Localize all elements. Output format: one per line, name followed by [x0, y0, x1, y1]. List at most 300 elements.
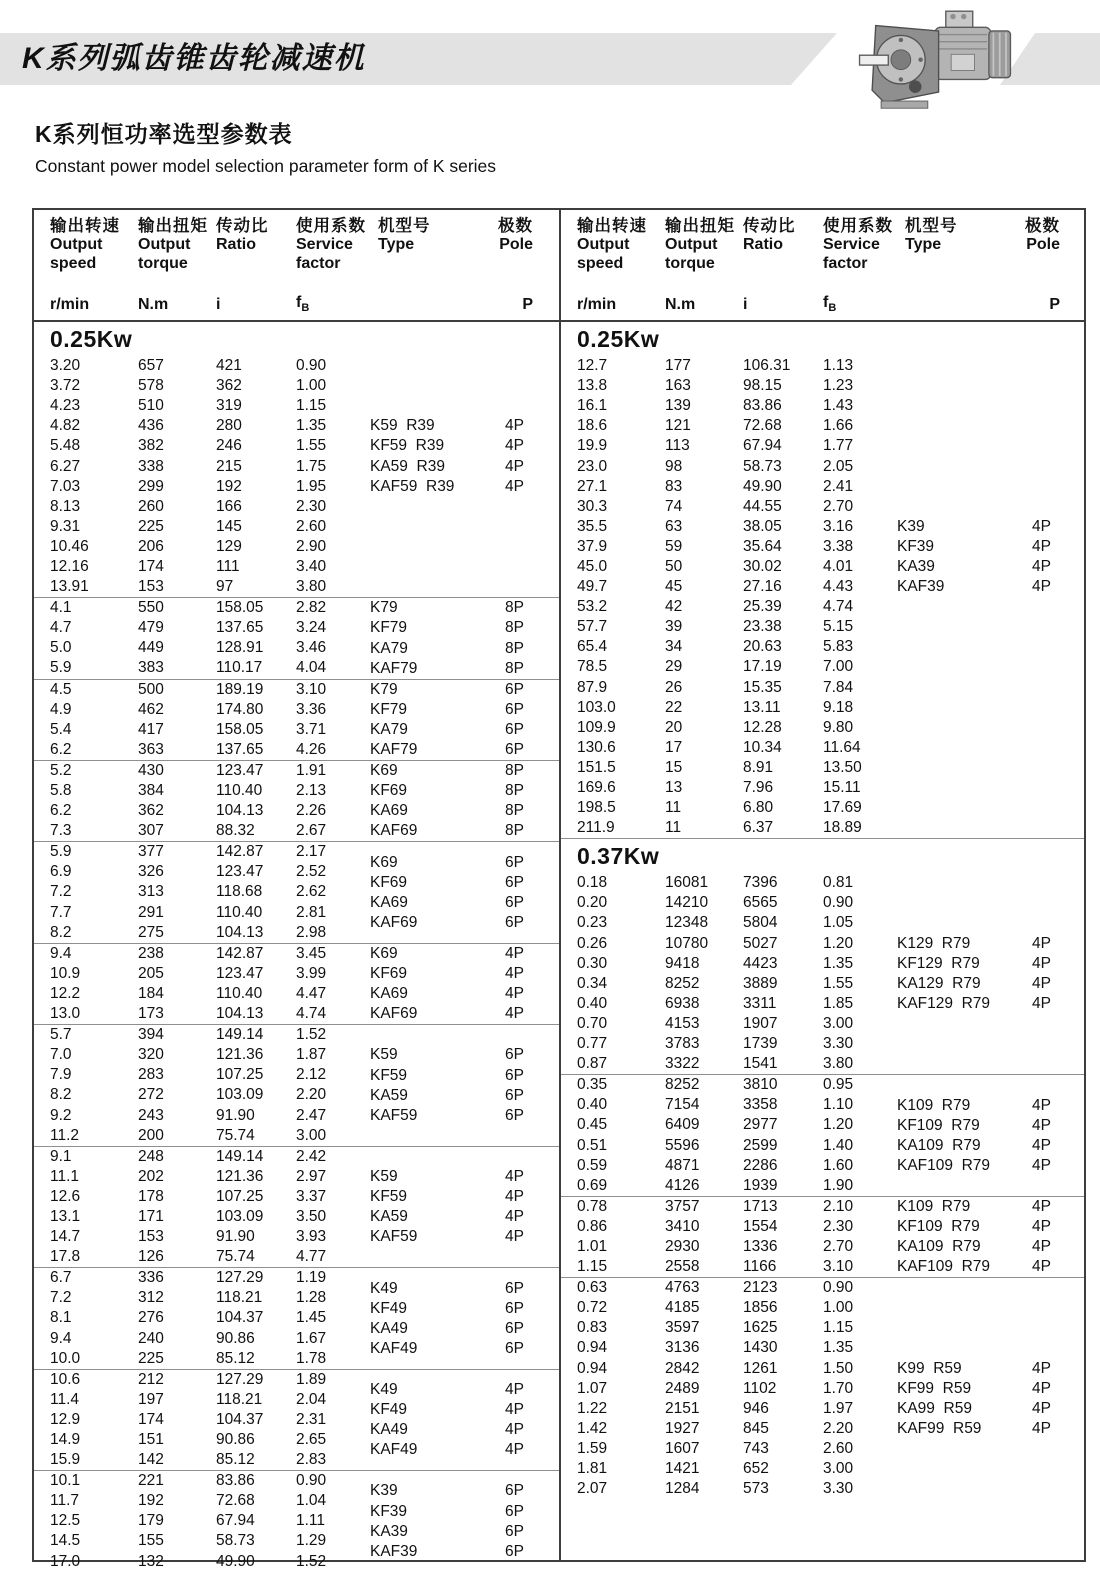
- pole-cell: 6P: [505, 1299, 524, 1317]
- speed-cell: 6.7: [50, 1269, 72, 1287]
- table-row: [561, 1034, 1084, 1054]
- speed-cell: 0.18: [577, 874, 608, 892]
- table-row: [34, 497, 559, 517]
- type-cell: KAF109 R79: [897, 1258, 991, 1276]
- speed-cell: 11.2: [50, 1126, 80, 1144]
- factor-cell: 2.81: [296, 903, 327, 921]
- type-row: [897, 994, 1051, 1014]
- speed-cell: 9.4: [50, 944, 72, 962]
- type-cell: KF39: [897, 537, 935, 555]
- torque-cell: 45: [665, 578, 683, 596]
- ratio-cell: 107.25: [216, 1066, 264, 1084]
- speed-cell: 12.6: [50, 1187, 81, 1205]
- torque-cell: 276: [138, 1309, 164, 1327]
- speed-cell: 14.7: [50, 1228, 81, 1246]
- factor-cell: 2.42: [296, 1147, 327, 1165]
- gearbox-product-image: [845, 4, 1025, 119]
- torque-cell: 6409: [665, 1116, 700, 1134]
- factor-cell: 1.67: [296, 1329, 327, 1347]
- pole-cell: 4P: [1032, 1237, 1051, 1255]
- torque-cell: 3322: [665, 1055, 700, 1073]
- ratio-cell: 90.86: [216, 1431, 255, 1449]
- ratio-cell: 67.94: [743, 437, 782, 455]
- factor-cell: 2.98: [296, 923, 327, 941]
- speed-cell: 0.51: [577, 1136, 608, 1154]
- type-row: [897, 1156, 1051, 1176]
- ratio-cell: 1336: [743, 1237, 778, 1255]
- pole-cell: 6P: [505, 1046, 524, 1064]
- torque-cell: 39: [665, 618, 683, 636]
- factor-cell: 2.90: [296, 537, 327, 555]
- type-row: [370, 781, 524, 801]
- torque-cell: 121: [665, 417, 691, 435]
- speed-cell: 4.9: [50, 700, 72, 718]
- ratio-cell: 573: [743, 1480, 769, 1498]
- type-cell: KA59 R39: [370, 457, 445, 475]
- speed-cell: 0.83: [577, 1319, 608, 1337]
- torque-cell: 3597: [665, 1319, 700, 1337]
- torque-cell: 225: [138, 517, 164, 535]
- ratio-cell: 3311: [743, 994, 777, 1012]
- type-cell: KF99 R59: [897, 1379, 972, 1397]
- speed-cell: 5.4: [50, 720, 72, 738]
- ratio-cell: 27.16: [743, 578, 782, 596]
- ratio-cell: 652: [743, 1460, 769, 1478]
- factor-cell: 1.75: [296, 457, 327, 475]
- factor-cell: 3.80: [823, 1055, 854, 1073]
- speed-cell: 12.7: [577, 357, 608, 375]
- type-cell: K59: [370, 1046, 398, 1064]
- table-row: [561, 1439, 1084, 1459]
- table-row: [561, 436, 1084, 456]
- torque-cell: 5596: [665, 1136, 700, 1154]
- factor-cell: 3.50: [296, 1207, 327, 1225]
- ratio-cell: 121.36: [216, 1167, 264, 1185]
- speed-cell: 35.5: [577, 517, 608, 535]
- type-row: [370, 740, 524, 760]
- header-ratio: 传动比 Ratio i: [216, 217, 269, 314]
- speed-cell: 15.9: [50, 1451, 81, 1469]
- pole-cell: 4P: [1032, 1379, 1051, 1397]
- factor-cell: 4.43: [823, 578, 854, 596]
- factor-cell: 1.97: [823, 1399, 854, 1417]
- ratio-cell: 75.74: [216, 1126, 255, 1144]
- speed-cell: 8.13: [50, 497, 81, 515]
- factor-cell: 2.83: [296, 1451, 327, 1469]
- factor-cell: 2.47: [296, 1106, 327, 1124]
- ratio-cell: 104.13: [216, 923, 264, 941]
- torque-cell: 221: [138, 1472, 164, 1490]
- pole-cell: 4P: [505, 1167, 524, 1185]
- torque-cell: 63: [665, 517, 683, 535]
- type-row: [370, 1227, 524, 1247]
- pole-cell: 8P: [505, 639, 524, 657]
- factor-cell: 3.10: [296, 680, 327, 698]
- torque-cell: 184: [138, 984, 164, 1002]
- speed-cell: 9.1: [50, 1147, 72, 1165]
- type-cell: KF69: [370, 782, 408, 800]
- factor-cell: 3.30: [823, 1480, 854, 1498]
- table-row: [561, 1318, 1084, 1338]
- speed-cell: 103.0: [577, 698, 616, 716]
- factor-cell: 1.91: [296, 761, 327, 779]
- speed-cell: 53.2: [577, 598, 608, 616]
- ratio-cell: 75.74: [216, 1248, 255, 1266]
- speed-cell: 109.9: [577, 718, 616, 736]
- factor-cell: 3.10: [823, 1258, 854, 1276]
- table-row: [561, 718, 1084, 738]
- factor-cell: 2.70: [823, 1237, 854, 1255]
- table-row: [561, 873, 1084, 893]
- ratio-cell: 25.39: [743, 598, 782, 616]
- speed-cell: 0.20: [577, 894, 608, 912]
- type-row: [370, 1380, 524, 1400]
- torque-cell: 384: [138, 782, 164, 800]
- pole-cell: 4P: [1032, 537, 1051, 555]
- speed-cell: 0.72: [577, 1299, 608, 1317]
- pole-cell: 6P: [505, 1066, 524, 1084]
- pole-cell: 6P: [505, 893, 524, 911]
- torque-cell: 382: [138, 437, 164, 455]
- table-row: [561, 396, 1084, 416]
- ratio-cell: 6.80: [743, 799, 774, 817]
- type-row: [897, 1379, 1051, 1399]
- factor-cell: 2.67: [296, 822, 327, 840]
- power-section-label: 0.25Kw: [577, 325, 660, 352]
- ratio-cell: 107.25: [216, 1187, 264, 1205]
- speed-cell: 49.7: [577, 578, 608, 596]
- factor-cell: 1.90: [823, 1176, 854, 1194]
- ratio-cell: 111: [216, 557, 240, 575]
- factor-cell: 2.26: [296, 802, 327, 820]
- pole-cell: 4P: [1032, 517, 1051, 535]
- factor-cell: 1.95: [296, 477, 327, 495]
- factor-cell: 2.70: [823, 497, 854, 515]
- torque-cell: 3136: [665, 1339, 700, 1357]
- factor-cell: 3.45: [296, 944, 327, 962]
- ratio-cell: 946: [743, 1399, 769, 1417]
- speed-cell: 87.9: [577, 678, 608, 696]
- speed-cell: 19.9: [577, 437, 608, 455]
- pole-cell: 4P: [1032, 1258, 1051, 1276]
- pole-cell: 6P: [505, 740, 524, 758]
- header-output-torque: 输出扭矩 Output torque N.m: [665, 217, 735, 314]
- table-row: [561, 1176, 1084, 1196]
- type-row: [897, 577, 1051, 597]
- torque-cell: 326: [138, 863, 164, 881]
- torque-cell: 173: [138, 1005, 164, 1023]
- speed-cell: 6.2: [50, 802, 72, 820]
- ratio-cell: 2599: [743, 1136, 778, 1154]
- torque-cell: 500: [138, 680, 164, 698]
- ratio-cell: 103.09: [216, 1086, 264, 1104]
- table-row: [561, 738, 1084, 758]
- torque-cell: 436: [138, 417, 164, 435]
- speed-cell: 6.9: [50, 863, 72, 881]
- type-column: [370, 680, 524, 760]
- table-row: [561, 1479, 1084, 1499]
- table-row: [561, 1075, 1084, 1095]
- pole-cell: 4P: [1032, 934, 1051, 952]
- type-cell: KA69: [370, 984, 408, 1002]
- ratio-cell: 149.14: [216, 1026, 264, 1044]
- speed-cell: 8.2: [50, 923, 72, 941]
- speed-cell: 7.2: [50, 1289, 72, 1307]
- ratio-cell: 110.40: [216, 903, 263, 921]
- ratio-cell: 23.38: [743, 618, 782, 636]
- ratio-cell: 90.86: [216, 1329, 255, 1347]
- speed-cell: 23.0: [577, 457, 608, 475]
- factor-cell: 3.24: [296, 619, 327, 637]
- type-row: [370, 1278, 524, 1298]
- factor-cell: 5.83: [823, 638, 854, 656]
- data-block: [34, 356, 559, 597]
- header-output-torque: 输出扭矩 Output torque N.m: [138, 217, 208, 314]
- ratio-cell: 743: [743, 1439, 769, 1457]
- heading-english: Constant power model selection parameter form of K series: [35, 156, 497, 176]
- type-row: [370, 944, 524, 964]
- type-row: [370, 1400, 524, 1420]
- ratio-cell: 845: [743, 1419, 769, 1437]
- data-block: [34, 943, 559, 1024]
- pole-cell: 4P: [1032, 1217, 1051, 1235]
- factor-cell: 1.66: [823, 417, 854, 435]
- torque-cell: 9418: [665, 954, 700, 972]
- type-cell: K49: [370, 1279, 398, 1297]
- torque-cell: 248: [138, 1147, 164, 1165]
- table-body-left: [34, 322, 559, 1572]
- factor-cell: 0.81: [823, 874, 854, 892]
- ratio-cell: 110.17: [216, 659, 263, 677]
- pole-cell: 6P: [505, 1482, 524, 1500]
- ratio-cell: 88.32: [216, 822, 255, 840]
- ratio-cell: 72.68: [216, 1492, 255, 1510]
- type-cell: K39: [370, 1482, 398, 1500]
- ratio-cell: 280: [216, 417, 242, 435]
- type-cell: KAF59: [370, 1106, 418, 1124]
- factor-cell: 1.45: [296, 1309, 327, 1327]
- pole-cell: 4P: [505, 1441, 524, 1459]
- factor-cell: 3.37: [296, 1187, 327, 1205]
- section-heading: [35, 116, 496, 177]
- pole-cell: 4P: [505, 1400, 524, 1418]
- factor-cell: 2.17: [296, 843, 327, 861]
- torque-cell: 2842: [665, 1359, 700, 1377]
- torque-cell: 17: [665, 738, 683, 756]
- data-block: [34, 841, 559, 942]
- factor-cell: 1.43: [823, 397, 854, 415]
- pole-cell: 4P: [505, 1420, 524, 1438]
- type-row: [370, 658, 524, 678]
- torque-cell: 11: [665, 799, 682, 817]
- speed-cell: 57.7: [577, 618, 608, 636]
- speed-cell: 1.59: [577, 1439, 608, 1457]
- torque-cell: 383: [138, 659, 164, 677]
- type-row: [370, 1085, 524, 1105]
- type-row: [370, 852, 524, 872]
- type-cell: KA69: [370, 893, 408, 911]
- torque-cell: 163: [665, 377, 691, 395]
- factor-cell: 5.15: [823, 618, 854, 636]
- type-cell: KF109 R79: [897, 1116, 980, 1134]
- speed-cell: 0.35: [577, 1076, 608, 1094]
- speed-cell: 0.78: [577, 1197, 608, 1215]
- type-row: [370, 618, 524, 638]
- speed-cell: 5.2: [50, 761, 72, 779]
- header-type: 机型号 Type: [905, 217, 958, 254]
- ratio-cell: 246: [216, 437, 242, 455]
- table-row: [34, 537, 559, 557]
- pole-cell: 6P: [505, 700, 524, 718]
- speed-cell: 0.63: [577, 1279, 608, 1297]
- type-row: [370, 1167, 524, 1187]
- ratio-cell: 110.40: [216, 984, 263, 1002]
- torque-cell: 8252: [665, 1076, 700, 1094]
- speed-cell: 2.07: [577, 1480, 608, 1498]
- header-type: 机型号 Type: [378, 217, 431, 254]
- factor-cell: 4.26: [296, 740, 327, 758]
- factor-cell: 7.00: [823, 658, 854, 676]
- type-cell: K69: [370, 761, 398, 779]
- type-cell: KF69: [370, 964, 408, 982]
- header-ratio: 传动比 Ratio i: [743, 217, 796, 314]
- speed-cell: 8.1: [50, 1309, 72, 1327]
- type-cell: K109 R79: [897, 1197, 971, 1215]
- header-output-speed: 输出转速 Output speed r/min: [577, 217, 647, 314]
- factor-cell: 2.04: [296, 1390, 327, 1408]
- type-row: [370, 892, 524, 912]
- torque-cell: 338: [138, 457, 164, 475]
- factor-cell: 1.20: [823, 1116, 854, 1134]
- speed-cell: 0.26: [577, 934, 608, 952]
- type-cell: KAF49: [370, 1339, 418, 1357]
- factor-cell: 2.10: [823, 1197, 854, 1215]
- table-row: [561, 597, 1084, 617]
- pole-cell: 6P: [505, 873, 524, 891]
- pole-cell: 8P: [505, 619, 524, 637]
- torque-cell: 4126: [665, 1176, 700, 1194]
- ratio-cell: 49.90: [743, 477, 782, 495]
- type-row: [897, 1399, 1051, 1419]
- torque-cell: 177: [665, 357, 691, 375]
- factor-cell: 1.60: [823, 1156, 854, 1174]
- type-row: [370, 1207, 524, 1227]
- pole-cell: 6P: [505, 853, 524, 871]
- ratio-cell: 2977: [743, 1116, 778, 1134]
- ratio-cell: 1541: [743, 1055, 778, 1073]
- ratio-cell: 137.65: [216, 619, 264, 637]
- pole-cell: 4P: [1032, 1419, 1051, 1437]
- torque-cell: 449: [138, 639, 164, 657]
- type-row: [370, 1521, 524, 1541]
- ratio-cell: 1430: [743, 1339, 778, 1357]
- speed-cell: 0.94: [577, 1359, 608, 1377]
- speed-cell: 13.1: [50, 1207, 81, 1225]
- table-row: [561, 698, 1084, 718]
- type-cell: KA109 R79: [897, 1237, 981, 1255]
- table-header-right: [561, 210, 1084, 322]
- torque-cell: 139: [665, 397, 691, 415]
- type-cell: KAF59 R39: [370, 477, 455, 495]
- speed-cell: 7.0: [50, 1046, 72, 1064]
- type-row: [370, 1541, 524, 1561]
- ratio-cell: 1625: [743, 1319, 778, 1337]
- torque-cell: 3410: [665, 1217, 700, 1235]
- torque-cell: 7154: [665, 1096, 700, 1114]
- factor-cell: 4.77: [296, 1248, 327, 1266]
- factor-cell: 1.78: [296, 1349, 327, 1367]
- torque-cell: 1607: [665, 1439, 700, 1457]
- table-row: [561, 416, 1084, 436]
- speed-cell: 27.1: [577, 477, 608, 495]
- speed-cell: 13.8: [577, 377, 608, 395]
- type-row: [897, 557, 1051, 577]
- torque-cell: 42: [665, 598, 683, 616]
- type-cell: KAF109 R79: [897, 1156, 991, 1174]
- type-cell: KF49: [370, 1400, 408, 1418]
- speed-cell: 211.9: [577, 819, 615, 837]
- table-row: [561, 1278, 1084, 1298]
- factor-cell: 0.95: [823, 1076, 854, 1094]
- factor-cell: 1.05: [823, 914, 854, 932]
- speed-cell: 3.72: [50, 377, 81, 395]
- header-pole: 极数 Pole P: [498, 217, 533, 314]
- factor-cell: 1.40: [823, 1136, 854, 1154]
- ratio-cell: 1261: [743, 1359, 778, 1377]
- torque-cell: 550: [138, 599, 164, 617]
- type-column: [370, 1278, 524, 1358]
- factor-cell: 3.80: [296, 578, 327, 596]
- pole-cell: 4P: [1032, 558, 1051, 576]
- speed-cell: 1.01: [577, 1237, 608, 1255]
- factor-cell: 11.64: [823, 738, 861, 756]
- ratio-cell: 1554: [743, 1217, 778, 1235]
- table-header-left: [34, 210, 559, 322]
- header-output-speed: 输出转速 Output speed r/min: [50, 217, 120, 314]
- speed-cell: 10.6: [50, 1370, 81, 1388]
- factor-cell: 2.20: [823, 1419, 854, 1437]
- ratio-cell: 104.13: [216, 1005, 264, 1023]
- type-row: [370, 1298, 524, 1318]
- table-row: [561, 497, 1084, 517]
- ratio-cell: 421: [216, 357, 242, 375]
- torque-cell: 260: [138, 497, 164, 515]
- torque-cell: 240: [138, 1329, 164, 1347]
- speed-cell: 6.27: [50, 457, 81, 475]
- heading-chinese: K系列恒功率选型参数表: [35, 121, 293, 147]
- ratio-cell: 142.87: [216, 843, 264, 861]
- torque-cell: 26: [665, 678, 683, 696]
- type-column: [897, 934, 1051, 1014]
- type-cell: KF79: [370, 619, 408, 637]
- data-block: [561, 1074, 1084, 1196]
- ratio-cell: 7396: [743, 874, 778, 892]
- ratio-cell: 91.90: [216, 1106, 255, 1124]
- factor-cell: 0.90: [296, 357, 327, 375]
- torque-cell: 362: [138, 802, 164, 820]
- ratio-cell: 137.65: [216, 740, 264, 758]
- type-column: [897, 517, 1051, 597]
- type-row: [370, 1420, 524, 1440]
- speed-cell: 5.48: [50, 437, 81, 455]
- factor-cell: 1.52: [296, 1552, 327, 1570]
- table-row: [561, 758, 1084, 778]
- table-row: [561, 376, 1084, 396]
- type-cell: K69: [370, 853, 398, 871]
- type-cell: KAF59: [370, 1228, 418, 1246]
- pole-cell: 8P: [505, 782, 524, 800]
- factor-cell: 3.36: [296, 700, 327, 718]
